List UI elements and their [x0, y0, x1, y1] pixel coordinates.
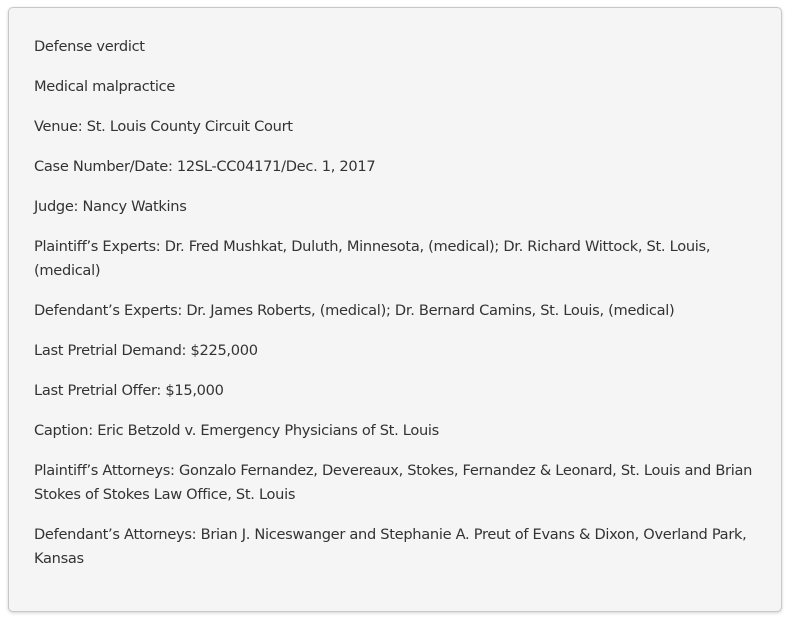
case-type-text: Medical malpractice: [34, 78, 176, 95]
case-number-date-text: Case Number/Date: 12SL-CC04171/Dec. 1, 2017: [34, 158, 376, 175]
defendant-experts-text: Defendant’s Experts: Dr. James Roberts, (medical); Dr. Bernard Camins, St. Louis, (medical): [34, 302, 675, 319]
plaintiff-attorneys-text: Plaintiff’s Attorneys: Gonzalo Fernandez, Devereaux, Stokes, Fernandez & Leonard, St. Louis and Brian Stokes of Stokes Law Office, St. Louis: [34, 462, 753, 503]
caption-text: Caption: Eric Betzold v. Emergency Physicians of St. Louis: [34, 422, 439, 439]
case-summary-card: [8, 7, 782, 612]
plaintiff-experts-text: Plaintiff’s Experts: Dr. Fred Mushkat, Duluth, Minnesota, (medical); Dr. Richard Wittock, St. Louis, (medical): [34, 238, 711, 279]
verdict-text: Defense verdict: [34, 38, 145, 55]
venue-text: Venue: St. Louis County Circuit Court: [34, 118, 293, 135]
judge-text: Judge: Nancy Watkins: [34, 198, 187, 215]
defendant-attorneys-text: Defendant’s Attorneys: Brian J. Niceswanger and Stephanie A. Preut of Evans & Dixon, Overland Park, Kansas: [34, 526, 747, 567]
last-pretrial-offer-text: Last Pretrial Offer: $15,000: [34, 382, 224, 399]
last-pretrial-demand-text: Last Pretrial Demand: $225,000: [34, 342, 258, 359]
